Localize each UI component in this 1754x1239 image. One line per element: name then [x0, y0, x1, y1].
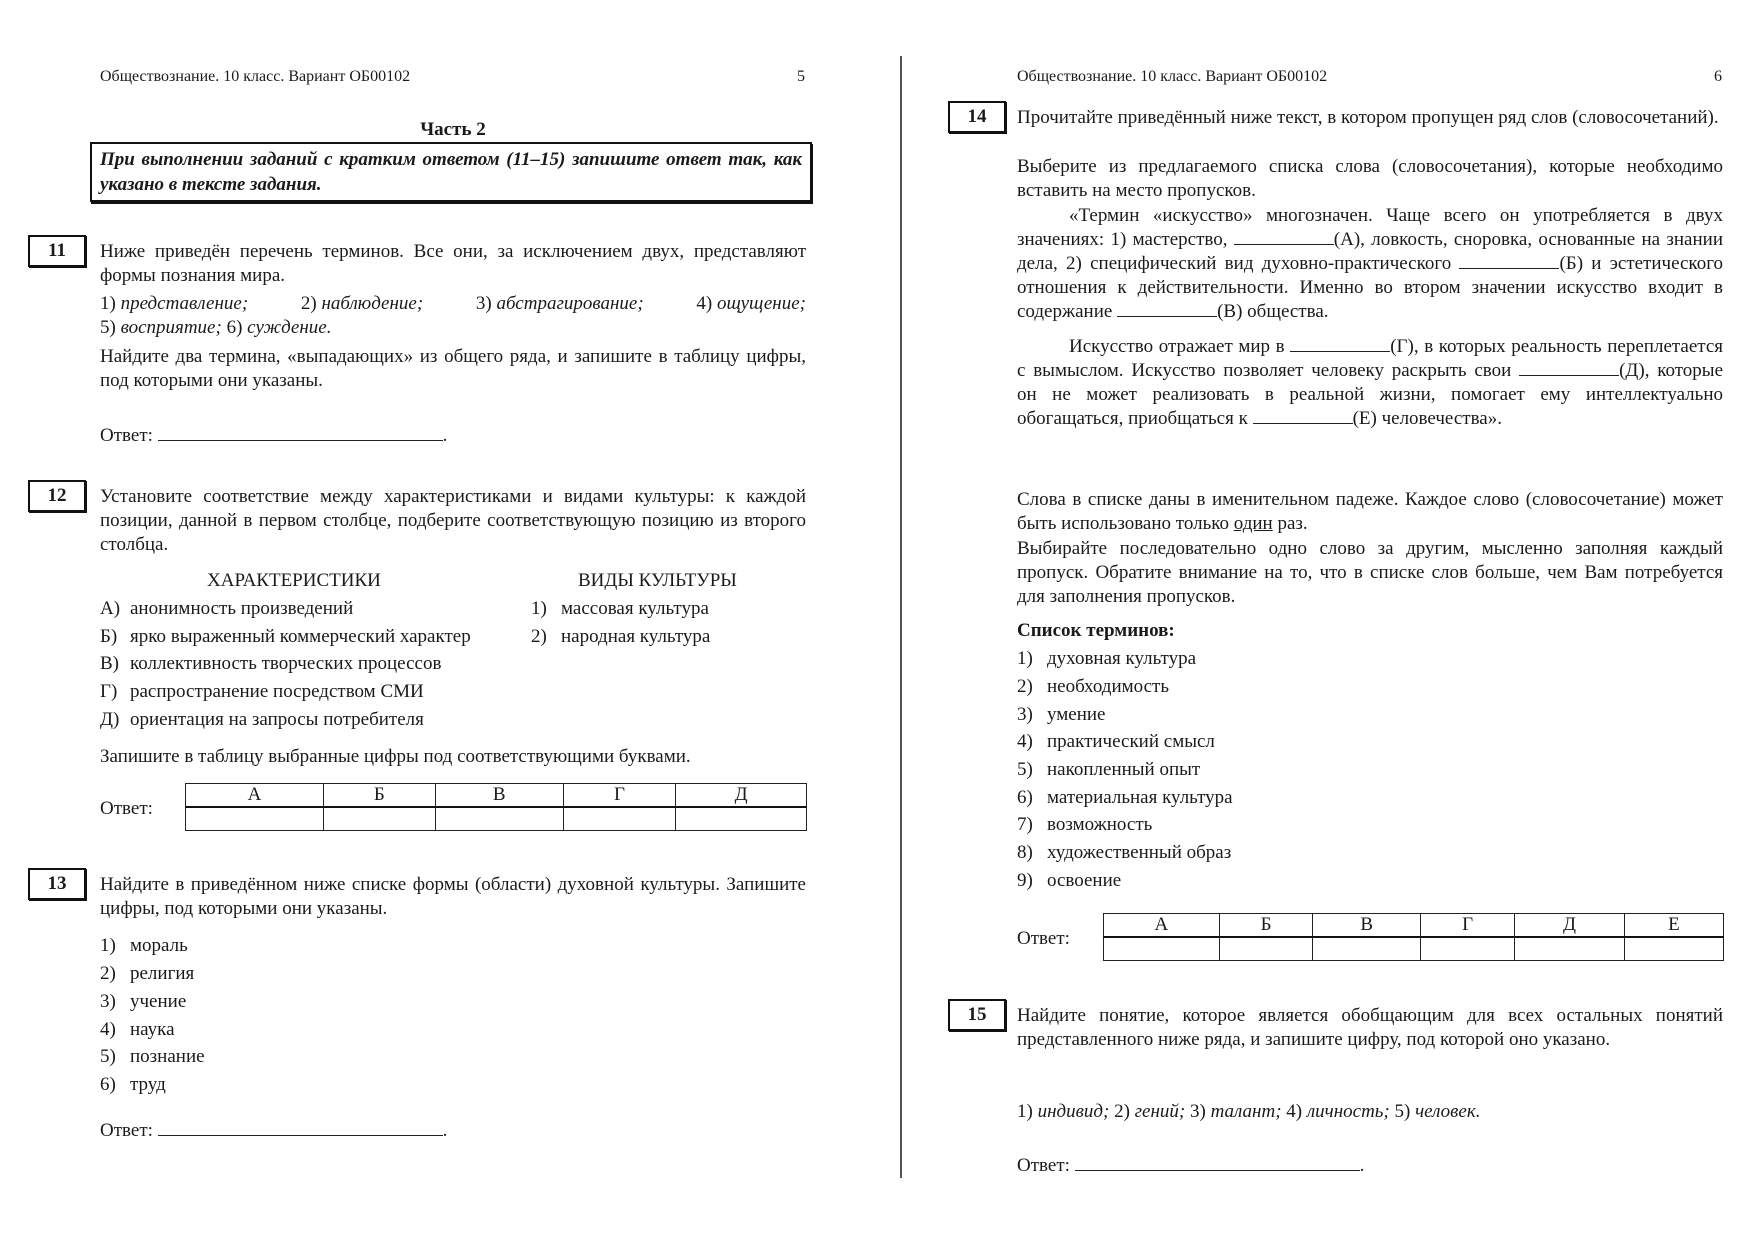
q14-answer-cell-e[interactable]: [1624, 937, 1723, 961]
q15-term-3: 3) талант;: [1190, 1101, 1282, 1122]
q14-col-a: А: [1104, 914, 1220, 938]
q14-gap-e[interactable]: [1253, 407, 1353, 424]
instruction-box: [90, 142, 812, 202]
q11-text: Ниже приведён перечень терминов. Все они, за исключением двух, представляют формы познания мира.: [100, 241, 806, 286]
q14-col-e: Е: [1624, 914, 1723, 938]
q14-answer-cell-a[interactable]: [1104, 937, 1220, 961]
question-number-12: 12: [28, 480, 86, 512]
q15-text: Найдите понятие, которое является обобщающим для всех остальных понятий представленного ниже ряда, и запишите цифру, под которой оно указано.: [1017, 1005, 1723, 1050]
q14-term-9: 9) освоение: [1017, 870, 1122, 891]
q12-col2-header: ВИДЫ КУЛЬТУРЫ: [578, 570, 737, 591]
q13-answer-label: Ответ:: [100, 1120, 153, 1141]
q12-characteristic-a: А) анонимность произведений: [100, 598, 354, 619]
q11-term-5: 5) восприятие;: [100, 317, 222, 338]
q12-text: Установите соответствие между характеристиками и видами культуры: к каждой позиции, данной в первом столбце, подберите соответствующую позицию из второго столбца.: [100, 486, 806, 555]
q15-answer-label: Ответ:: [1017, 1155, 1070, 1176]
q14-col-d: Д: [1515, 914, 1625, 938]
q14-answer-cell-g[interactable]: [1420, 937, 1514, 961]
q12-answer-cell-g[interactable]: [563, 807, 675, 831]
page-header-right: Обществознание. 10 класс. Вариант ОБ00102: [1017, 68, 1328, 85]
q15-term-1: 1) индивид;: [1017, 1101, 1110, 1122]
q12-type-2: 2) народная культура: [531, 626, 711, 647]
q14-gap-v[interactable]: [1117, 300, 1217, 317]
q14-gap-b[interactable]: [1459, 252, 1559, 269]
q12-answer-cell-v[interactable]: [435, 807, 563, 831]
q12-type-1: 1) массовая культура: [531, 598, 709, 619]
q12-task: Запишите в таблицу выбранные цифры под соответствующими буквами.: [100, 746, 691, 767]
q15-answer-field[interactable]: [1075, 1152, 1360, 1171]
q11-task: Найдите два термина, «выпадающих» из общего ряда, и запишите в таблицу цифры, под которыми они указаны.: [100, 346, 806, 391]
q14-intro-1: Прочитайте приведённый ниже текст, в котором пропущен ряд слов (словосочетаний).: [1017, 107, 1719, 128]
q13-answer-field[interactable]: [158, 1117, 443, 1136]
q14-passage-2: Искусство отражает мир в (Г), в которых реальность переплетается с вымыслом. Искусство позволяет человеку раскрыть свои (Д), которые он не может реализовать в реальной жизни, помогает ему интеллектуально обогащаться, приобщаться к (Е) человечества».: [1017, 336, 1723, 429]
q14-gap-g[interactable]: [1290, 335, 1390, 352]
q12-answer-cell-d[interactable]: [676, 807, 807, 831]
q15-answer: Ответ: .: [1017, 1152, 1364, 1177]
q12-answer-label: Ответ:: [100, 798, 153, 819]
q13-item-3: 3) учение: [100, 991, 187, 1012]
q12-col-v: В: [435, 784, 563, 808]
q14-list-title: Список терминов:: [1017, 620, 1175, 641]
q15-term-4: 4) личность;: [1286, 1101, 1390, 1122]
q11-terms: [100, 292, 806, 340]
q14-answer-cell-d[interactable]: [1515, 937, 1625, 961]
q14-col-v: В: [1313, 914, 1421, 938]
q15-term-2: 2) гений;: [1114, 1101, 1186, 1122]
page-header-left: Обществознание. 10 класс. Вариант ОБ00102: [100, 68, 411, 85]
q14-term-4: 4) практический смысл: [1017, 731, 1215, 752]
q14-col-b: Б: [1219, 914, 1313, 938]
q15-terms: [1017, 1100, 1480, 1124]
q12-col-a: А: [186, 784, 324, 808]
q14-term-3: 3) умение: [1017, 704, 1106, 725]
q14-col-g: Г: [1420, 914, 1514, 938]
q11-answer: Ответ: .: [100, 422, 447, 447]
question-number-11: 11: [28, 235, 86, 267]
q11-answer-label: Ответ:: [100, 425, 153, 446]
q14-answer-cell-b[interactable]: [1219, 937, 1313, 961]
q11-term-1: 1) представление;: [100, 293, 249, 314]
question-number-13: 13: [28, 868, 86, 900]
q12-col-g: Г: [563, 784, 675, 808]
q11-term-6: 6) суждение.: [226, 317, 332, 338]
q13-item-1: 1) мораль: [100, 935, 188, 956]
q12-col1-header: ХАРАКТЕРИСТИКИ: [207, 570, 381, 591]
part-title: Часть 2: [420, 119, 486, 140]
q12-characteristic-v: В) коллективность творческих процессов: [100, 653, 442, 674]
q12-answer-cell-a[interactable]: [186, 807, 324, 831]
q12-characteristic-b: Б) ярко выраженный коммерческий характер: [100, 626, 471, 647]
q13-answer: Ответ: .: [100, 1117, 447, 1142]
q13-item-5: 5) познание: [100, 1046, 205, 1067]
q12-characteristic-g: Г) распространение посредством СМИ: [100, 681, 424, 702]
q11-term-2: 2) наблюдение;: [300, 293, 424, 314]
q14-answer-label: Ответ:: [1017, 928, 1070, 949]
q14-term-1: 1) духовная культура: [1017, 648, 1197, 669]
q14-answer-table: [1103, 913, 1724, 961]
q13-text: Найдите в приведённом ниже списке формы (области) духовной культуры. Запишите цифры, под которыми они указаны.: [100, 874, 806, 919]
page-number-left: 5: [797, 68, 805, 85]
q13-item-4: 4) наука: [100, 1019, 175, 1040]
q14-term-6: 6) материальная культура: [1017, 787, 1233, 808]
q14-gap-d[interactable]: [1519, 359, 1619, 376]
q11-term-3: 3) абстрагирование;: [475, 293, 644, 314]
q13-item-6: 6) труд: [100, 1074, 166, 1095]
q14-note-2: Выбирайте последовательно одно слово за другим, мысленно заполняя каждый пропуск. Обратите внимание на то, что в списке слов больше, чем Вам потребуется для заполнения пропусков.: [1017, 538, 1723, 607]
q13-item-2: 2) религия: [100, 963, 195, 984]
q12-characteristic-d: Д) ориентация на запросы потребителя: [100, 709, 424, 730]
question-number-14: 14: [948, 101, 1006, 133]
page-number-right: 6: [1714, 68, 1722, 85]
q12-col-d: Д: [676, 784, 807, 808]
q12-answer-cell-b[interactable]: [324, 807, 436, 831]
q14-term-8: 8) художественный образ: [1017, 842, 1232, 863]
q15-term-5: 5) человек.: [1394, 1101, 1481, 1122]
q14-gap-a[interactable]: [1234, 228, 1334, 245]
q14-passage-1: «Термин «искусство» многозначен. Чаще всего он употребляется в двух значениях: 1) мастерство, (А), ловкость, сноровка, основанные на знании дела, 2) специфический вид духовно-практического (Б) и эстетического отношения к действительности. Именно во втором значении искусство входит в содержание (В) общества.: [1017, 205, 1724, 322]
q11-answer-field[interactable]: [158, 422, 443, 441]
q14-term-2: 2) необходимость: [1017, 676, 1170, 697]
q14-term-7: 7) возможность: [1017, 814, 1153, 835]
q11-term-4: 4) ощущение;: [696, 293, 806, 314]
question-number-15: 15: [948, 999, 1006, 1031]
q14-answer-cell-v[interactable]: [1313, 937, 1421, 961]
q12-col-b: Б: [324, 784, 436, 808]
instruction-text: При выполнении заданий с кратким ответом (11–15) запишите ответ так, как указано в тексте задания.: [100, 149, 802, 195]
q12-answer-table: [185, 783, 807, 831]
page-divider: [900, 56, 902, 1178]
q14-term-5: 5) накопленный опыт: [1017, 759, 1201, 780]
q14-note-1: Слова в списке даны в именительном падеже. Каждое слово (словосочетание) может быть использовано только один раз.: [1017, 489, 1723, 534]
q14-intro-2: Выберите из предлагаемого списка слова (словосочетания), которые необходимо вставить на место пропусков.: [1017, 156, 1723, 201]
